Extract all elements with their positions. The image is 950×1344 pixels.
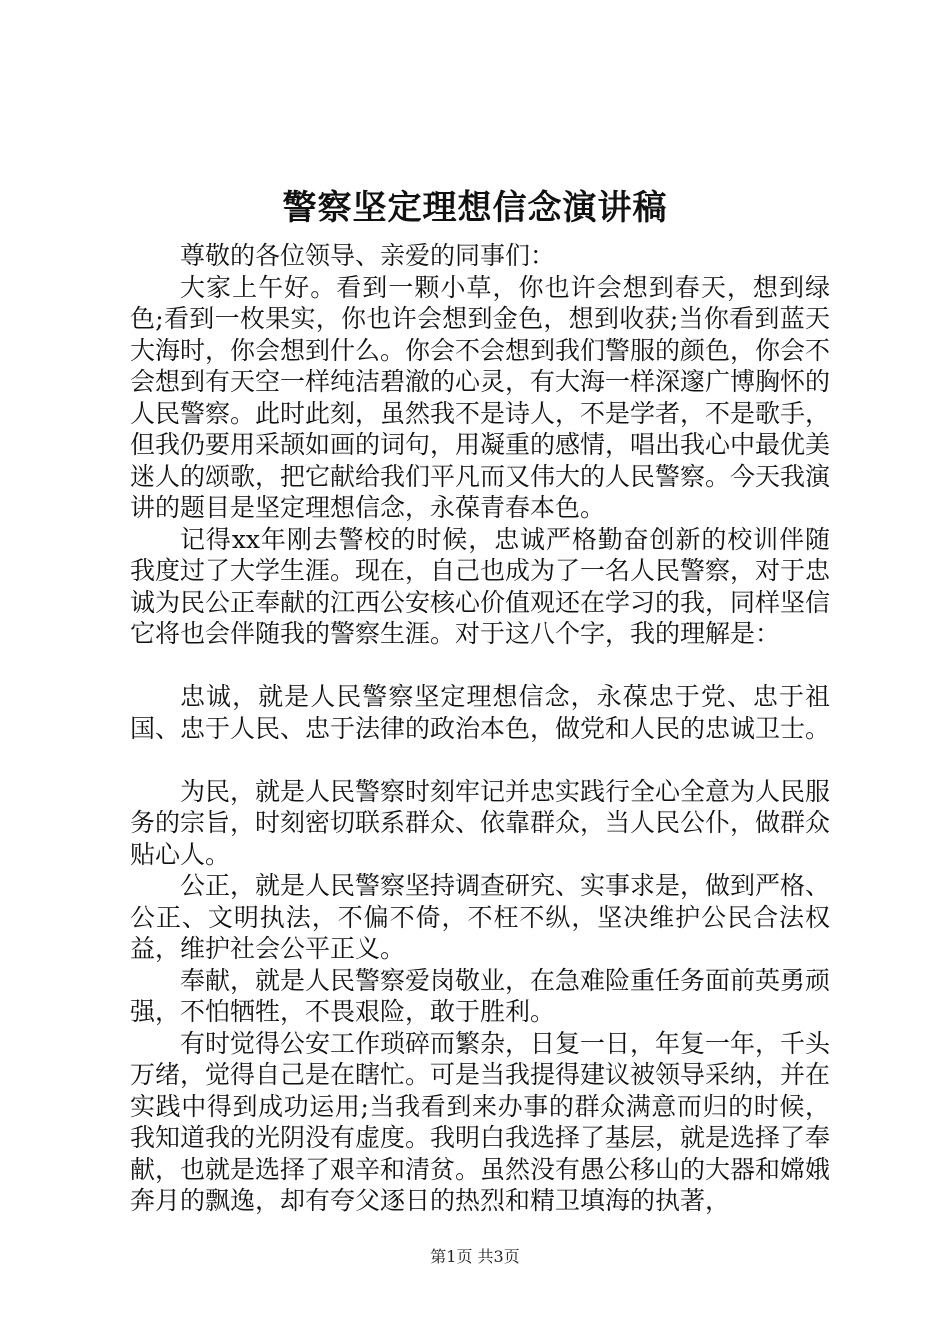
salutation-paragraph: 尊敬的各位领导、亲爱的同事们： [180, 241, 556, 270]
loyalty-paragraph: 忠诚，就是人民警察坚定理想信念，永葆忠于党、忠于祖国、忠于人民、忠于法律的政治本色，做党和人民的忠诚卫士。 [130, 682, 831, 743]
page-footer: 第1页 共3页 [430, 1247, 520, 1266]
motto-paragraph: 记得xx年刚去警校的时候，忠诚严格勤奋创新的校训伴随我度过了大学生涯。现在，自己也成为了一名人民警察，对于忠诚为民公正奉献的江西公安核心价值观还在学习的我，同样坚信它将也会伴随我的警察生涯。对于这八个字，我的理解是： [130, 524, 831, 648]
opening-paragraph: 大家上午好。看到一颗小草，你也许会想到春天，想到绿色;看到一枚果实，你也许会想到金色，想到收获;当你看到蓝天大海时，你会想到什么。你会不会想到我们警服的颜色，你会不会想到有天空一样纯洁碧澈的心灵，有大海一样深邃广博胸怀的人民警察。此时此刻，虽然我不是诗人，不是学者，不是歌手，但我仍要用采颉如画的词句，用凝重的感情，唱出我心中最优美迷人的颂歌，把它献给我们平凡而又伟大的人民警察。今天我演讲的题目是坚定理想信念，永葆青春本色。 [130, 272, 831, 522]
document-body [130, 240, 830, 1217]
justice-paragraph: 公正，就是人民警察坚持调查研究、实事求是，做到严格、公正、文明执法，不偏不倚，不枉不纵，坚决维护公民合法权益，维护社会公平正义。 [130, 871, 831, 963]
document-title: 警察坚定理想信念演讲稿 [282, 188, 668, 228]
reflection-paragraph: 有时觉得公安工作琐碎而繁杂，日复一日，年复一年，千头万绪，觉得自己是在瞎忙。可是当我提得建议被领导采纳，并在实践中得到成功运用;当我看到来办事的群众满意而归的时候，我知道我的光阴没有虚度。我明白我选择了基层，就是选择了奉献，也就是选择了艰辛和清贫。虽然没有愚公移山的大器和嫦娥奔月的飘逸，却有夸父逐日的热烈和精卫填海的执著， [130, 1028, 831, 1215]
dedication-paragraph: 奉献，就是人民警察爱岗敬业，在急难险重任务面前英勇顽强，不怕牺牲，不畏艰险，敢于胜利。 [130, 965, 831, 1026]
serve-people-paragraph: 为民，就是人民警察时刻牢记并忠实践行全心全意为人民服务的宗旨，时刻密切联系群众、依靠群众，当人民公仆，做群众贴心人。 [130, 776, 831, 869]
